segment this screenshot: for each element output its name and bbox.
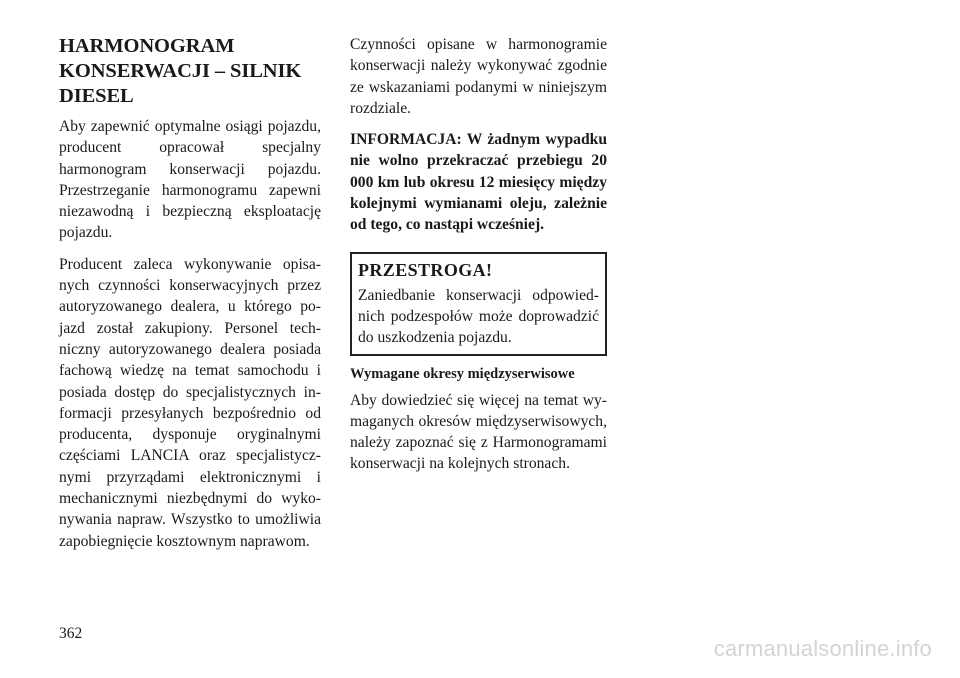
section-title: HARMONOGRAM KONSERWACJI – SILNIK DIESEL: [59, 35, 302, 107]
page-number: 362: [59, 625, 83, 642]
caution-title: PRZESTROGA!: [358, 259, 493, 280]
caution-box: [350, 252, 607, 356]
service-intervals-heading: Wymagane okresy międzyserwisowe: [350, 365, 575, 382]
left-column: [59, 34, 321, 552]
dealer-paragraph: Producent zaleca wykonywanie opisanych czynności konserwacyjnych przez autoryzowanego dealera, u którego pojazd został zakupiony. Personel techniczny autoryzowanego dealera posiada fachową wiedzę na temat samochodu i posiada dostęp do specjalistycznych informacji przesyłanych bezpośrednio od producenta, dysponuje oryginalnymi częściami LANCIA oraz specjalistycznymi przyrządami elektronicznymi i mechanicznymi niezbędnymi do wykonywania napraw. Wszystko to umożliwia zapobiegnięcie kosztownym naprawom.: [59, 255, 321, 550]
info-note: INFORMACJA: W żadnym wypadku nie wolno przekraczać przebiegu 20 000 km lub okresu 12 miesięcy między kolejnymi wymianami oleju, zależnie od tego, co nastąpi wcześniej.: [350, 131, 607, 234]
right-column: [350, 34, 607, 475]
schedule-paragraph: Czynności opisane w harmonogramie konserwacji należy wykonywać zgodnie ze wskazaniami podanymi w niniejszym rozdziale.: [350, 36, 607, 117]
caution-text: Zaniedbanie konserwacji odpowiednich podzespołów może doprowadzić do uszkodzenia pojazdu.: [358, 286, 599, 347]
watermark: carmanualsonline.info: [713, 636, 932, 661]
service-intervals-paragraph: Aby dowiedzieć się więcej na temat wymaganych okresów międzyserwisowych, należy zapoznać się z Harmonogramami konserwacji na kolejnych stronach.: [350, 391, 607, 473]
intro-paragraph: Aby zapewnić optymalne osiągi pojazdu, producent opracował specjalny harmonogram konserwacji pojazdu. Przestrzeganie harmonogramu zapewni niezawodną i bezpieczną eksploatację pojazdu.: [59, 118, 321, 242]
